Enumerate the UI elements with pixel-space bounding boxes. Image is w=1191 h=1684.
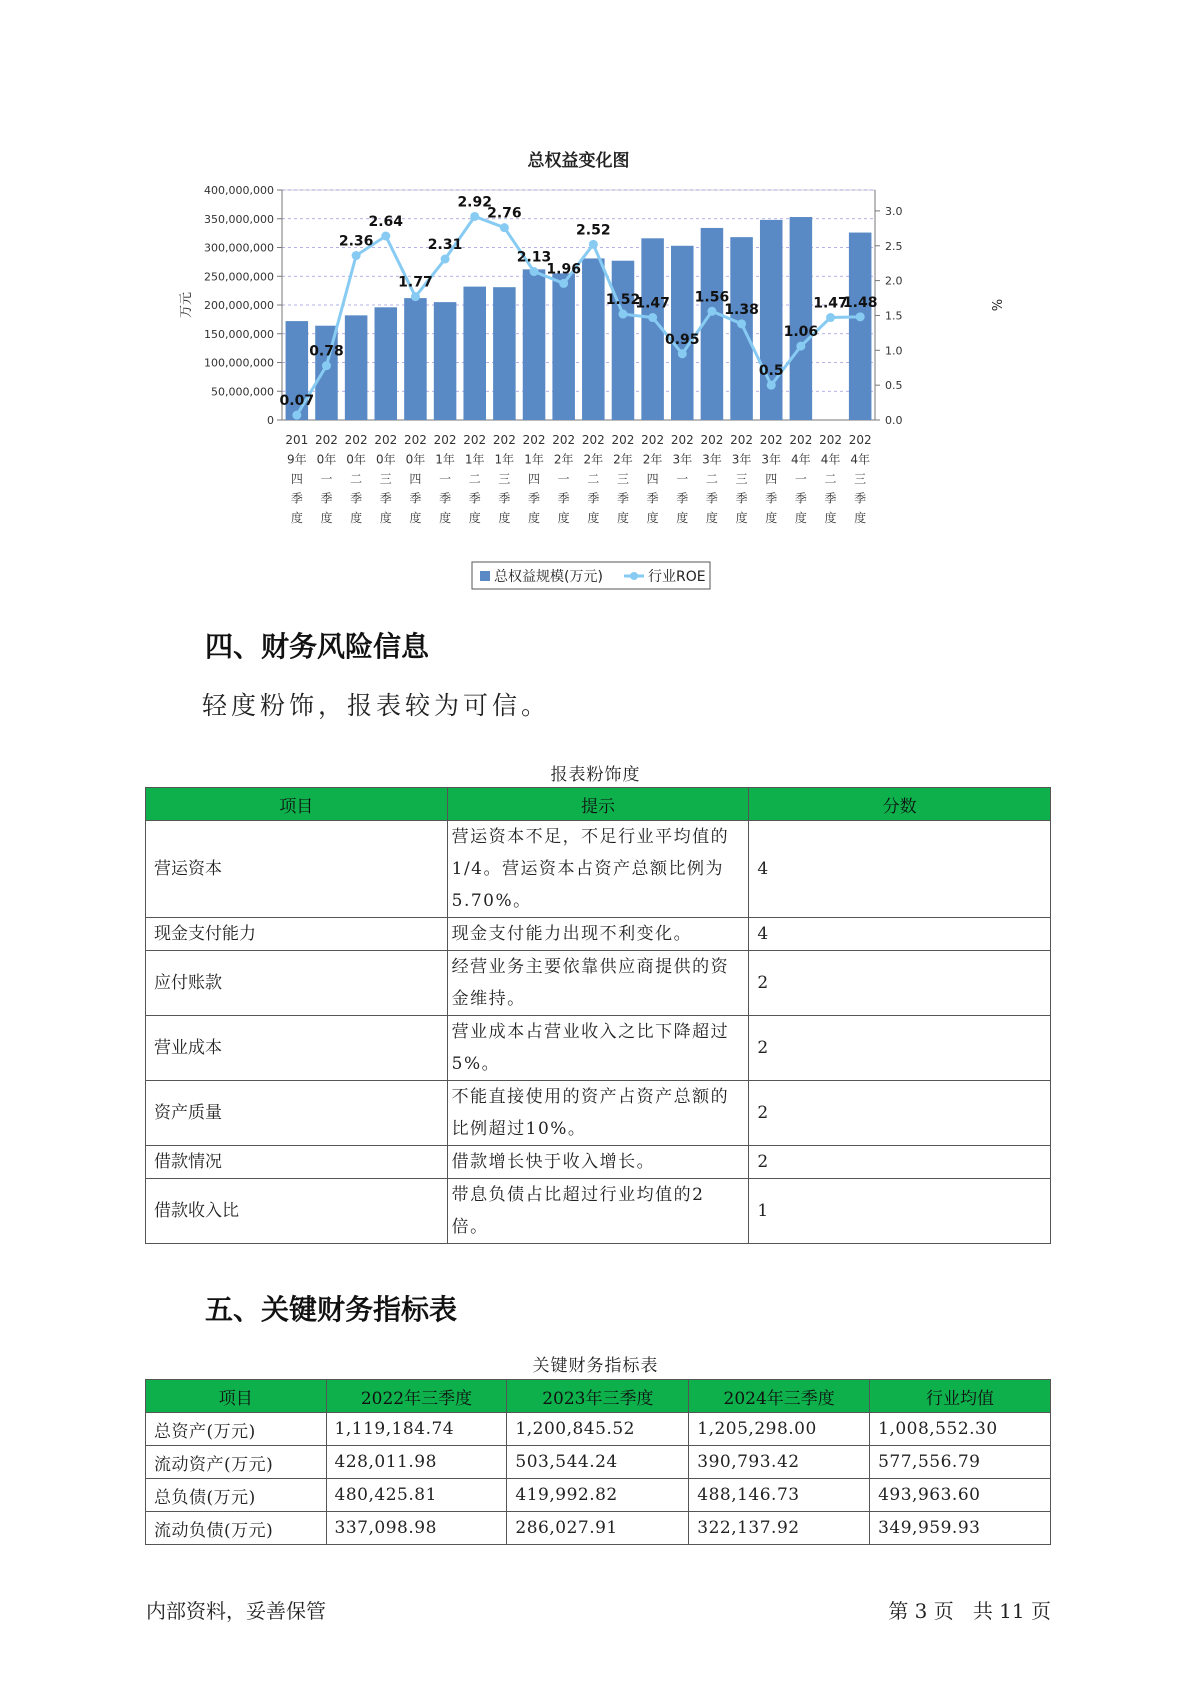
risk-col-hint: 提示: [447, 788, 749, 821]
kpi-col-industry: 行业均值: [870, 1380, 1051, 1413]
kpi-value: 1,119,184.74: [326, 1413, 507, 1446]
legend-line-label: 行业ROE: [648, 569, 706, 585]
equity-bar: [849, 233, 872, 420]
roe-data-label: 2.31: [427, 237, 463, 253]
roe-point: [589, 240, 598, 249]
roe-point: [322, 361, 331, 370]
x-tick-label: 202 0年三季度: [374, 433, 398, 525]
x-tick-label: 202 2年一季度: [552, 433, 576, 525]
equity-bar: [434, 302, 457, 420]
kpi-col-item: 项目: [146, 1380, 327, 1413]
roe-point: [678, 349, 687, 358]
risk-score: 2: [749, 951, 1051, 1016]
roe-data-label: 1.47: [813, 295, 848, 312]
legend-bar-swatch: [480, 571, 490, 581]
roe-point: [559, 279, 568, 288]
section5-heading: 五、关键财务指标表: [205, 1293, 458, 1326]
y-right-tick-label: 1.0: [885, 344, 903, 358]
roe-data-label: 2.64: [368, 214, 404, 230]
kpi-value: 1,205,298.00: [689, 1413, 870, 1446]
x-tick-label: 202 4年二季度: [819, 433, 842, 525]
roe-data-label: 2.92: [457, 194, 492, 211]
risk-row: [146, 918, 1051, 951]
y-right-tick-label: 1.5: [885, 309, 903, 323]
risk-item: 营运资本: [146, 821, 448, 918]
roe-data-label: 1.77: [398, 274, 433, 291]
x-tick-label: 202 3年一季度: [670, 433, 694, 525]
roe-data-label: 1.52: [605, 292, 641, 309]
risk-score: 2: [749, 1016, 1051, 1081]
roe-data-label: 1.56: [694, 289, 730, 306]
kpi-row: [146, 1479, 1051, 1512]
kpi-row: [146, 1512, 1051, 1545]
roe-data-label: 1.48: [842, 294, 878, 311]
kpi-value: 1,008,552.30: [870, 1413, 1051, 1446]
roe-data-label: 2.52: [576, 222, 611, 239]
risk-hint: 借款增长快于收入增长。: [447, 1146, 749, 1179]
equity-bar: [345, 315, 368, 420]
risk-score: 2: [749, 1146, 1051, 1179]
equity-bar: [552, 273, 575, 420]
x-tick-label: 202 4年三季度: [848, 433, 872, 525]
risk-score: 4: [749, 918, 1051, 951]
risk-hint: 现金支付能力出现不利变化。: [447, 918, 749, 951]
x-tick-label: 201 9年四季度: [285, 433, 309, 525]
x-tick-label: 202 2年四季度: [641, 433, 665, 525]
roe-point: [707, 307, 716, 316]
kpi-value: 493,963.60: [870, 1479, 1051, 1512]
roe-data-label: 2.13: [516, 249, 552, 266]
y-right-tick-label: 2.5: [885, 239, 903, 253]
kpi-value: 286,027.91: [507, 1512, 689, 1545]
risk-row: [146, 1081, 1051, 1146]
kpi-value: 503,544.24: [507, 1446, 689, 1479]
kpi-value: 349,959.93: [870, 1512, 1051, 1545]
risk-score: 2: [749, 1081, 1051, 1146]
kpi-value: 390,793.42: [689, 1446, 870, 1479]
x-tick-label: 202 1年二季度: [463, 433, 487, 525]
kpi-col-2022q3: 2022年三季度: [326, 1380, 507, 1413]
equity-bar: [463, 287, 486, 420]
kpi-value: 488,146.73: [689, 1479, 870, 1512]
risk-item: 借款收入比: [146, 1179, 448, 1244]
risk-hint: 营运资本不足，不足行业平均值的1/4。营运资本占资产总额比例为5.70%。: [447, 821, 749, 918]
risk-item: 营业成本: [146, 1016, 448, 1081]
kpi-value: 419,992.82: [507, 1479, 689, 1512]
risk-hint: 不能直接使用的资产占资产总额的比例超过10%。: [447, 1081, 749, 1146]
roe-data-label: 2.36: [338, 233, 374, 250]
equity-bar: [523, 269, 546, 420]
risk-table-caption: 报表粉饰度: [550, 765, 641, 785]
kpi-value: 428,011.98: [326, 1446, 507, 1479]
chart-title: 总权益变化图: [527, 151, 630, 171]
y-left-tick-label: 50,000,000: [211, 385, 274, 399]
risk-item: 应付账款: [146, 951, 448, 1016]
risk-item: 现金支付能力: [146, 918, 448, 951]
roe-data-label: 1.38: [724, 301, 759, 318]
risk-score: 1: [749, 1179, 1051, 1244]
risk-item: 借款情况: [146, 1146, 448, 1179]
kpi-item: 流动负债(万元): [146, 1512, 327, 1545]
risk-row: [146, 1146, 1051, 1179]
section4-summary: 轻度粉饰，报表较为可信。: [202, 691, 551, 720]
kpi-value: 1,200,845.52: [507, 1413, 689, 1446]
kpi-col-2024q3: 2024年三季度: [689, 1380, 870, 1413]
risk-table: [145, 787, 1051, 1244]
equity-bar: [375, 307, 398, 420]
risk-hint: 经营业务主要依靠供应商提供的资金维持。: [447, 951, 749, 1016]
x-tick-label: 202 1年一季度: [433, 433, 457, 525]
kpi-col-2023q3: 2023年三季度: [507, 1380, 689, 1413]
y-left-tick-label: 100,000,000: [204, 356, 274, 370]
roe-data-label: 1.06: [783, 324, 819, 341]
equity-bar: [493, 287, 516, 420]
roe-data-label: 0.78: [309, 343, 344, 360]
kpi-value: 322,137.92: [689, 1512, 870, 1545]
kpi-item: 总资产(万元): [146, 1413, 327, 1446]
roe-point: [500, 223, 509, 232]
roe-point: [352, 251, 361, 260]
risk-hint: 带息负债占比超过行业均值的2倍。: [447, 1179, 749, 1244]
roe-point: [856, 312, 865, 321]
risk-col-score: 分数: [749, 788, 1051, 821]
kpi-value: 480,425.81: [326, 1479, 507, 1512]
kpi-value: 337,098.98: [326, 1512, 507, 1545]
footer-page-number: 第 3 页 共 11 页: [888, 1599, 1051, 1623]
total-equity-chart: [160, 140, 1040, 595]
roe-point: [530, 267, 539, 276]
x-tick-label: 202 1年三季度: [492, 433, 516, 525]
risk-item: 资产质量: [146, 1081, 448, 1146]
y-left-tick-label: 400,000,000: [204, 184, 274, 197]
roe-data-label: 1.96: [546, 261, 581, 278]
y-left-axis-label: 万元: [179, 291, 194, 319]
kpi-row: [146, 1446, 1051, 1479]
kpi-row: [146, 1413, 1051, 1446]
roe-point: [826, 313, 835, 322]
kpi-table: [145, 1379, 1051, 1545]
roe-point: [767, 381, 776, 390]
roe-data-label: 0.5: [758, 363, 784, 380]
equity-bar: [790, 217, 813, 420]
roe-data-label: 1.47: [635, 295, 670, 312]
roe-point: [470, 212, 479, 221]
x-tick-label: 202 0年二季度: [344, 433, 368, 525]
x-tick-label: 202 0年四季度: [403, 433, 427, 525]
roe-point: [618, 310, 627, 319]
risk-hint: 营业成本占营业收入之比下降超过5%。: [447, 1016, 749, 1081]
x-tick-label: 202 3年四季度: [759, 433, 783, 525]
y-left-tick-label: 200,000,000: [204, 299, 274, 312]
x-tick-label: 202 2年二季度: [581, 433, 605, 525]
roe-point: [441, 255, 450, 264]
risk-row: [146, 1179, 1051, 1244]
x-tick-label: 202 3年三季度: [730, 433, 754, 525]
roe-data-label: 2.76: [487, 205, 522, 222]
equity-bar: [760, 220, 783, 420]
roe-point: [648, 313, 657, 322]
kpi-item: 总负债(万元): [146, 1479, 327, 1512]
roe-point: [292, 411, 301, 420]
roe-point: [796, 342, 805, 351]
kpi-item: 流动资产(万元): [146, 1446, 327, 1479]
equity-bar: [404, 298, 427, 420]
y-left-tick-label: 150,000,000: [204, 327, 274, 341]
footer-confidential: 内部资料，妥善保管: [146, 1599, 326, 1623]
equity-bar: [582, 258, 605, 420]
risk-row: [146, 951, 1051, 1016]
x-tick-label: 202 0年一季度: [315, 433, 338, 525]
x-tick-label: 202 4年一季度: [789, 433, 813, 525]
risk-row: [146, 821, 1051, 918]
y-right-tick-label: 3.0: [885, 204, 903, 218]
y-right-tick-label: 0.0: [885, 414, 903, 427]
x-tick-label: 202 2年三季度: [611, 433, 635, 525]
y-right-tick-label: 2.0: [885, 274, 903, 288]
risk-score: 4: [749, 821, 1051, 918]
roe-point: [411, 292, 420, 301]
kpi-table-caption: 关键财务指标表: [532, 1356, 659, 1376]
roe-data-label: 0.07: [279, 393, 315, 410]
section4-heading: 四、财务风险信息: [205, 630, 430, 663]
equity-bar: [612, 261, 635, 420]
y-left-tick-label: 300,000,000: [204, 241, 274, 255]
y-right-axis-label: %: [988, 298, 1003, 312]
y-left-tick-label: 0: [267, 414, 274, 427]
risk-col-item: 项目: [146, 788, 448, 821]
y-right-tick-label: 0.5: [885, 379, 903, 393]
y-left-tick-label: 250,000,000: [204, 270, 274, 284]
risk-row: [146, 1016, 1051, 1081]
legend-bar-label: 总权益规模(万元): [494, 569, 603, 585]
roe-point: [737, 319, 746, 328]
y-left-tick-label: 350,000,000: [204, 212, 274, 226]
roe-data-label: 0.95: [665, 331, 700, 348]
x-tick-label: 202 3年二季度: [700, 433, 724, 525]
x-tick-label: 202 1年四季度: [522, 433, 546, 525]
roe-point: [381, 232, 390, 241]
legend-line-marker: [630, 572, 638, 580]
equity-bar: [730, 237, 753, 420]
kpi-value: 577,556.79: [870, 1446, 1051, 1479]
